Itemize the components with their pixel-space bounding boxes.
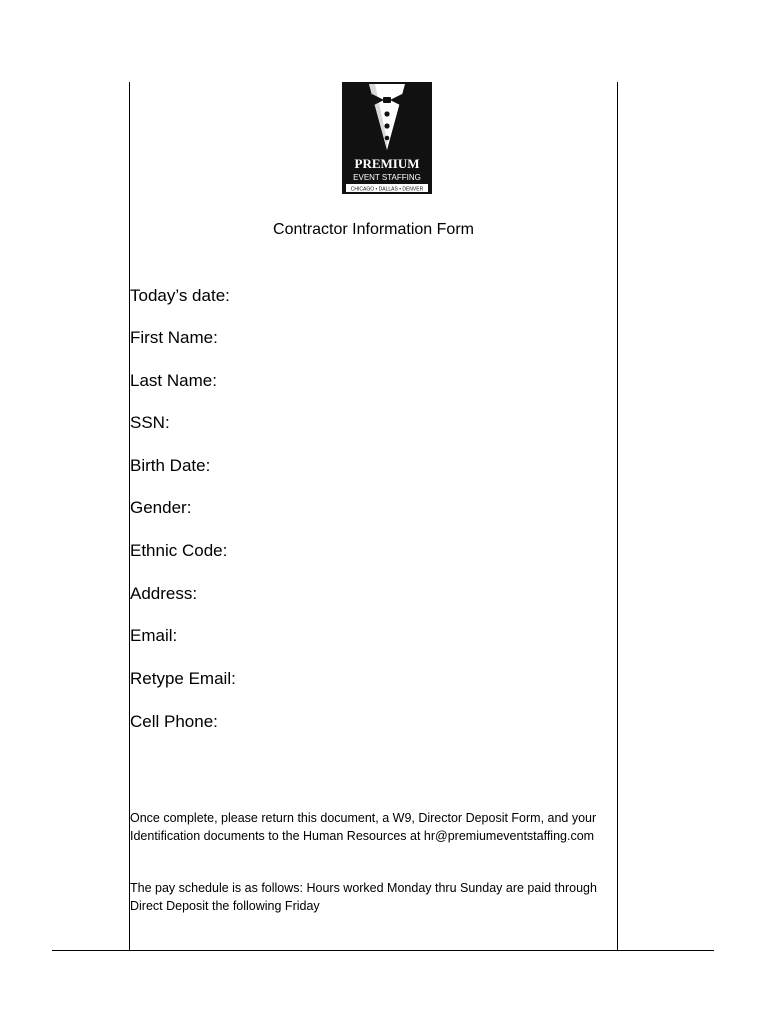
field-email: Email: xyxy=(130,626,178,645)
field-cell-phone: Cell Phone: xyxy=(130,712,218,731)
field-last-name: Last Name: xyxy=(130,371,217,390)
company-logo xyxy=(342,82,432,194)
field-retype-email: Retype Email: xyxy=(130,669,236,688)
pay-schedule: The pay schedule is as follows: Hours worked Monday thru Sunday are paid through Direct Deposit the following Friday xyxy=(130,881,597,913)
field-todays-date: Today’s date: xyxy=(130,286,230,305)
field-gender: Gender: xyxy=(130,498,192,517)
logo-brand: PREMIUM xyxy=(354,156,420,171)
logo-subtitle: EVENT STAFFING xyxy=(353,173,421,182)
field-address: Address: xyxy=(130,584,198,603)
logo-cities: CHICAGO • DALLAS • DENVER xyxy=(350,186,424,193)
field-birth-date: Birth Date: xyxy=(130,456,211,475)
bottom-rule-line xyxy=(52,950,714,951)
field-ethnic-code: Ethnic Code: xyxy=(130,541,228,560)
field-ssn: SSN: xyxy=(130,413,170,432)
form-title: Contractor Information Form xyxy=(273,221,474,238)
return-instructions: Once complete, please return this document, a W9, Director Deposit Form, and your Identification documents to the Human Resources at hr@premiumeventstaffing.com xyxy=(130,811,597,843)
field-first-name: First Name: xyxy=(130,328,218,347)
